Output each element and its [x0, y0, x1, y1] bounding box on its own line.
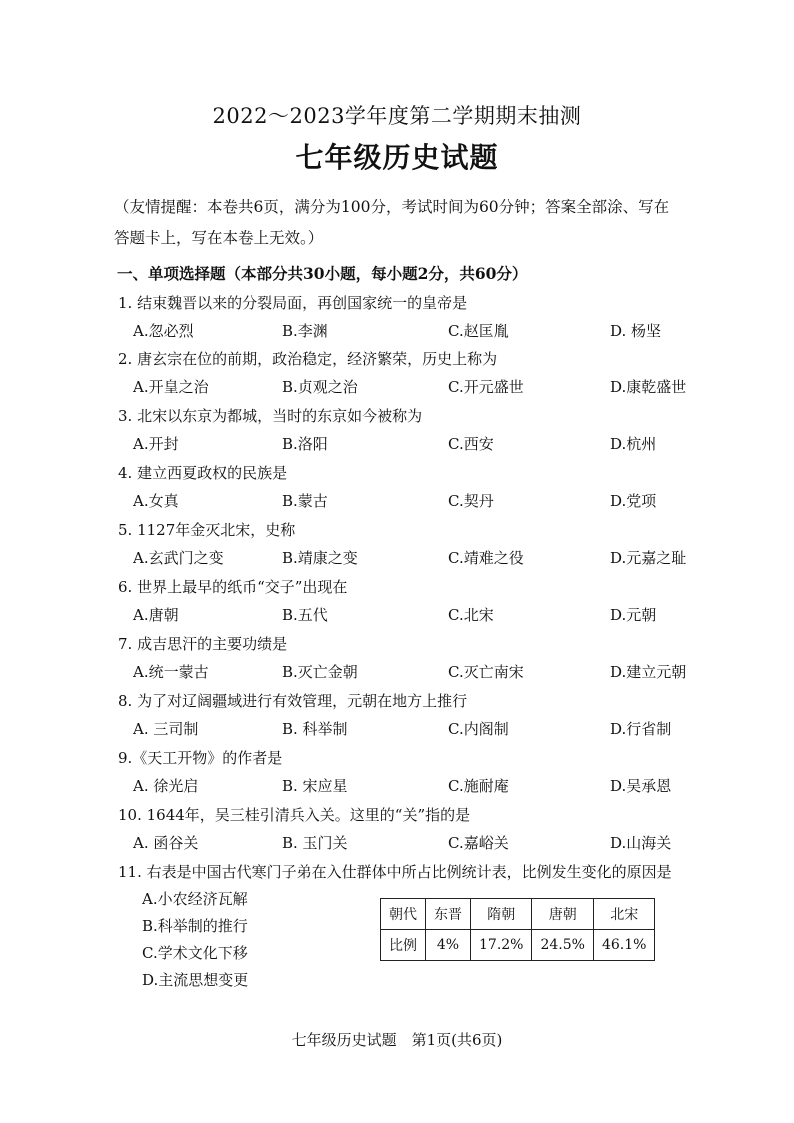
- option-b: B.蒙古: [282, 492, 328, 510]
- option-b: B.李渊: [282, 322, 328, 340]
- table-cell: 北宋: [593, 899, 654, 930]
- option-b: B.科举制的推行: [142, 917, 248, 935]
- option-b: B.洛阳: [282, 435, 328, 453]
- question-options: [118, 718, 718, 740]
- option-a: A. 徐光启: [133, 777, 199, 795]
- exam-subtitle: 七年级历史试题: [295, 141, 499, 174]
- option-c: C.灭亡南宋: [448, 663, 524, 681]
- question-stem: 6. 世界上最早的纸币“交子”出现在: [118, 578, 348, 596]
- option-d: D.山海关: [610, 834, 672, 852]
- notice: [114, 192, 739, 254]
- table-cell: 东晋: [426, 899, 471, 930]
- option-a: A.忽必烈: [133, 322, 194, 340]
- option-a: A.开皇之治: [133, 378, 209, 396]
- notice-line-1: （友情提醒：本卷共6页，满分为100分，考试时间为60分钟；答案全部涂、写在: [114, 198, 670, 216]
- question-options: [118, 604, 718, 626]
- option-a: A.玄武门之变: [133, 549, 224, 567]
- option-c: C.契丹: [448, 492, 494, 510]
- question-stem: 2. 唐玄宗在位的前期，政治稳定，经济繁荣，历史上称为: [118, 350, 498, 368]
- option-c: C.施耐庵: [448, 777, 509, 795]
- table-cell: 17.2%: [471, 930, 532, 961]
- notice-line-2: 答题卡上，写在本卷上无效。）: [114, 229, 324, 247]
- table-cell: 隋朝: [471, 899, 532, 930]
- option-b: B.灭亡金朝: [282, 663, 358, 681]
- option-b: B. 宋应星: [282, 777, 348, 795]
- page-footer: 七年级历史试题 第1页(共6页): [291, 1031, 503, 1049]
- question-stem: 5. 1127年金灭北宋，史称: [118, 521, 296, 539]
- question-stem: 1. 结束魏晋以来的分裂局面，再创国家统一的皇帝是: [118, 294, 468, 312]
- option-c: C.开元盛世: [448, 378, 524, 396]
- option-d: D.康乾盛世: [610, 378, 687, 396]
- section-title: 一、单项选择题（本部分共30小题，每小题2分，共60分）: [117, 264, 528, 283]
- table-row-header: 朝代: [381, 899, 426, 930]
- option-c: C.嘉峪关: [448, 834, 509, 852]
- table-cell: 唐朝: [532, 899, 593, 930]
- question-stem: 11. 右表是中国古代寒门子弟在入仕群体中所占比例统计表，比例发生变化的原因是: [118, 863, 672, 881]
- question-options: [118, 775, 718, 797]
- table-cell: 24.5%: [532, 930, 593, 961]
- option-d: D.主流思想变更: [142, 971, 249, 989]
- question-stem: 3. 北宋以东京为都城，当时的东京如今被称为: [118, 407, 423, 425]
- question-stem: 7. 成吉思汗的主要功绩是: [118, 635, 288, 653]
- table-row-header: 比例: [381, 930, 426, 961]
- option-b: B.五代: [282, 606, 328, 624]
- option-d: D.元嘉之耻: [610, 549, 687, 567]
- option-a: A.唐朝: [133, 606, 179, 624]
- question-stem: 4. 建立西夏政权的民族是: [118, 464, 288, 482]
- question-options: [118, 832, 718, 854]
- question-options: [118, 433, 718, 455]
- question-options: [118, 376, 718, 398]
- table-row: [381, 930, 655, 961]
- question-options: [118, 320, 718, 342]
- option-c: C.靖难之役: [448, 549, 524, 567]
- option-a: A.开封: [133, 435, 179, 453]
- option-c: C.北宋: [448, 606, 494, 624]
- question-stem: 8. 为了对辽阔疆域进行有效管理，元朝在地方上推行: [118, 692, 468, 710]
- table-row: [381, 899, 655, 930]
- question-stem: 9.《天工开物》的作者是: [118, 749, 283, 767]
- exam-title: 2022～2023学年度第二学期期末抽测: [212, 104, 582, 128]
- option-d: D. 杨坚: [610, 322, 662, 340]
- option-a: A.女真: [133, 492, 179, 510]
- option-d: D.建立元朝: [610, 663, 687, 681]
- option-c: C.内阁制: [448, 720, 509, 738]
- question-options: [118, 547, 718, 569]
- option-a: A. 函谷关: [133, 834, 199, 852]
- question-options: [118, 490, 718, 512]
- option-a: A.小农经济瓦解: [142, 890, 248, 908]
- option-a: A. 三司制: [133, 720, 199, 738]
- option-c: C.学术文化下移: [142, 944, 248, 962]
- question-options: [118, 661, 718, 683]
- option-a: A.统一蒙古: [133, 663, 209, 681]
- option-c: C.赵匡胤: [448, 322, 509, 340]
- option-b: B. 科举制: [282, 720, 348, 738]
- question-stem: 10. 1644年，吴三桂引清兵入关。这里的“关”指的是: [118, 806, 471, 824]
- table-cell: 46.1%: [593, 930, 654, 961]
- stats-table: [380, 898, 655, 961]
- option-d: D.元朝: [610, 606, 657, 624]
- option-d: D.行省制: [610, 720, 672, 738]
- option-c: C.西安: [448, 435, 494, 453]
- option-b: B.靖康之变: [282, 549, 358, 567]
- option-d: D.党项: [610, 492, 657, 510]
- option-b: B.贞观之治: [282, 378, 358, 396]
- option-d: D.吴承恩: [610, 777, 672, 795]
- option-b: B. 玉门关: [282, 834, 348, 852]
- option-d: D.杭州: [610, 435, 657, 453]
- table-cell: 4%: [426, 930, 471, 961]
